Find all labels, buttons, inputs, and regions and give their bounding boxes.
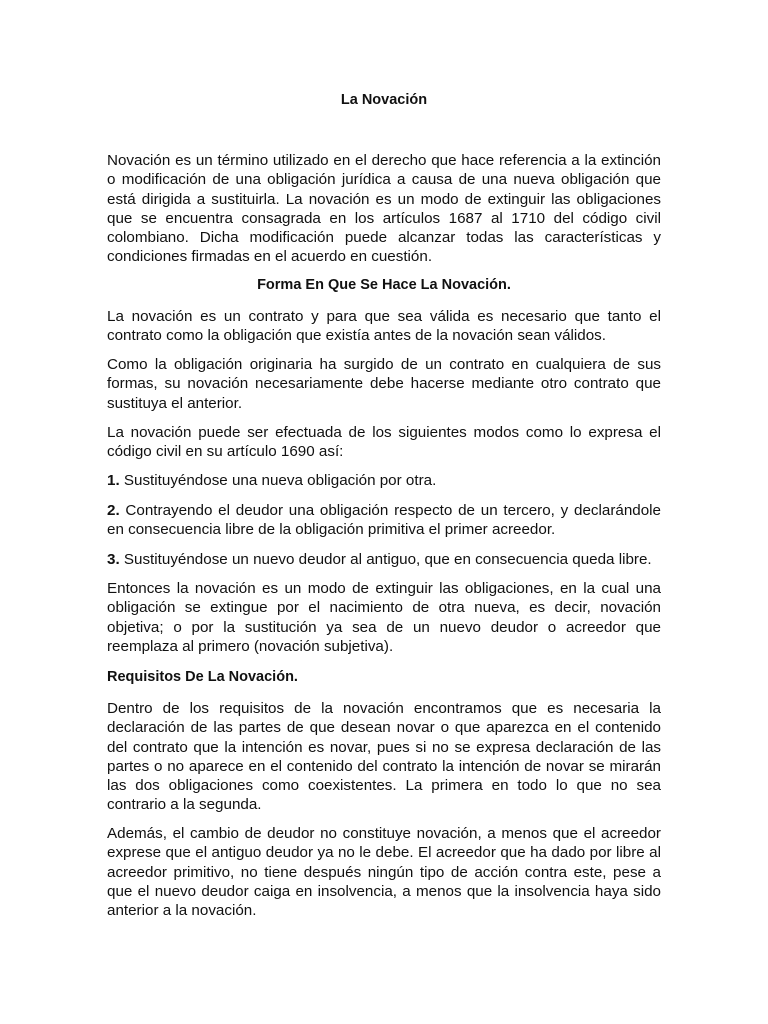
list-item [107,550,661,569]
paragraph-requisitos: Dentro de los requisitos de la novación encontramos que es necesaria la declaración de las partes de que desean novar o que aparezca en el contenido del contrato que la intención es novar, pues si no se expresa declaración de las partes o no aparece en el contenido del contrato la intención de novar se mirarán las dos obligaciones como coexistentes. La primera en todo lo que no sea contrario a la segunda. [107,700,661,814]
list-item-number: 2. [107,502,120,519]
section-heading-forma: Forma En Que Se Hace La Novación. [257,277,511,293]
section-heading-requisitos: Requisitos De La Novación. [107,669,298,685]
paragraph-contrato: La novación es un contrato y para que sea válida es necesario que tanto el contrato como la obligación que existía antes de la novación sean válidos. [107,308,661,345]
paragraph-cambio-deudor: Además, el cambio de deudor no constituye novación, a menos que el acreedor exprese que el antiguo deudor ya no le debe. El acreedor que ha dado por libre al acreedor primitivo, no tiene después ningún tipo de acción contra este, pese a que el nuevo deudor caiga en insolvencia, a menos que la insolvencia haya sido anterior a la novación. [107,825,661,920]
paragraph-conclusion: Entonces la novación es un modo de extinguir las obligaciones, en la cual una obligación se extingue por el nacimiento de otra nueva, es decir, novación objetiva; o por la sustitución ya sea de un nuevo deudor o acreedor que reemplaza al primero (novación subjetiva). [107,580,661,655]
paragraph-modos: La novación puede ser efectuada de los siguientes modos como lo expresa el código civil en su artículo 1690 así: [107,424,661,461]
list-item-number: 3. [107,551,120,568]
list-item [107,501,661,540]
list-item-text: Sustituyéndose una nueva obligación por otra. [119,472,437,489]
list-item-text: Sustituyéndose un nuevo deudor al antiguo, que en consecuencia queda libre. [119,551,652,568]
list-item-number: 1. [107,472,120,489]
paragraph-obligacion-originaria: Como la obligación originaria ha surgido de un contrato en cualquiera de sus formas, su novación necesariamente debe hacerse mediante otro contrato que sustituya el anterior. [107,356,661,412]
list-item-text: Contrayendo el deudor una obligación respecto de un tercero, y declarándole en consecuencia libre de la obligación primitiva el primer acreedor. [107,502,661,539]
document-title: La Novación [340,92,428,108]
intro-paragraph: Novación es un término utilizado en el derecho que hace referencia a la extinción o modificación de una obligación jurídica a causa de una nueva obligación que está dirigida a sustituirla. La novación es un modo de extinguir las obligaciones que se encuentra consagrada en los artículos 1687 al 1710 del código civil colombiano. Dicha modificación puede alcanzar todas las características y condiciones firmadas en el acuerdo en cuestión. [107,152,661,266]
list-item [107,471,661,490]
